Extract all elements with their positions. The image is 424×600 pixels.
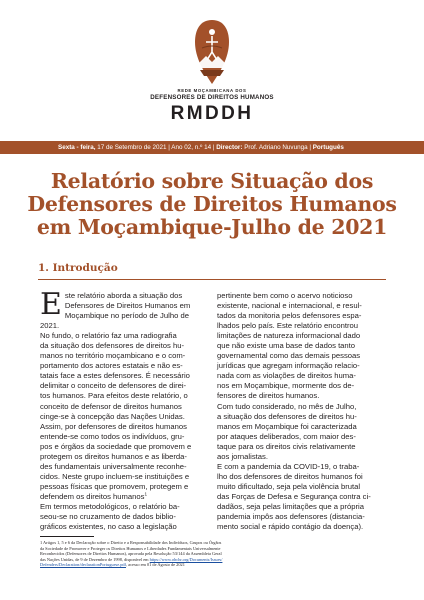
body-line: por ataques deliberados, com maior des- — [217, 431, 356, 441]
org-name-line1: REDE MOÇAMBICANA DOS — [177, 88, 247, 93]
text-column-right — [217, 291, 381, 532]
body-line: da situação dos defensores de direitos hu- — [40, 341, 184, 351]
body-line: conceito de defensor de direitos humanos — [40, 401, 182, 411]
body-line: 2021. — [40, 321, 60, 331]
footnote-line: 1 Artigos 1, 5 e 6 da Declaração sobre o Direito e a Responsabilidade dos Indivíduos, Grupos ou Órgãos — [40, 540, 222, 545]
director-name: Prof. Adriano Nuvunga | — [242, 144, 313, 151]
director-label: Director: — [216, 144, 243, 151]
footnote — [40, 540, 390, 568]
issue-date: 17 de Setembro de 2021 | Ano 02, n.º 14 | — [95, 144, 217, 151]
body-line: des fundamentais universalmente reconhe- — [40, 461, 187, 471]
footnote-reference[interactable]: 1 — [144, 491, 148, 497]
language-label: Português — [312, 144, 344, 151]
body-line: No fundo, o relatório faz uma radiografia — [40, 331, 177, 341]
report-title — [0, 170, 424, 239]
body-line: defendem os direitos humanos — [40, 491, 145, 501]
title-line: Relatório sobre Situação dos — [50, 169, 374, 193]
rmddh-logo-icon — [192, 18, 232, 86]
body-line: seou-se no cruzamento de dados biblio- — [40, 512, 176, 522]
body-line: existente, nacional e internacional, e resul- — [217, 301, 362, 311]
body-line: manos em Moçambique foi caracterizada — [217, 421, 357, 431]
body-line: entende-se como todos os indivíduos, gru- — [40, 431, 185, 441]
body-line: lho dos defensores de direitos humanos foi — [217, 471, 363, 481]
body-line: portamento dos actores estatais e não es- — [40, 361, 183, 371]
footnote-link[interactable]: Defenders/Declaration/declarationPortuguese.pdf — [40, 562, 126, 568]
footnote-link[interactable]: https://www.ohchr.org/Documents/Issues/ — [149, 556, 223, 562]
body-line: Com tudo considerado, no mês de Julho, — [217, 401, 357, 411]
body-line: pos e órgãos da sociedade que promovem e — [40, 441, 192, 451]
footnote-line: , acesso em 01 de Agosto de 2021 — [126, 562, 185, 568]
org-acronym: RMDDH — [170, 103, 254, 124]
body-line: muito dificultado, seja pela violência brutal — [217, 481, 361, 491]
footnote-line: das Nações Unidas, de 9 de Dezembro de 1998, disponível em — [40, 556, 150, 562]
body-line: delimitar o conceito de defensores de direi- — [40, 381, 187, 391]
body-line: limitações de natureza informacional dado — [217, 331, 361, 341]
body-line: Assim, por defensores de direitos humanos — [40, 421, 187, 431]
body-line: taque para os direitos civis relativamente — [217, 441, 356, 451]
issue-info-bar — [0, 141, 424, 154]
body-line: Defensores de Direitos Humanos em — [64, 301, 191, 311]
text-column-left — [40, 287, 204, 532]
body-line: que não existe uma base de dados tanto — [217, 341, 356, 351]
body-line: nos em Moçambique, mormente dos de- — [217, 381, 355, 391]
body-line: pandemia impôs aos defensores (distancia- — [217, 512, 365, 522]
body-line: nada com as violações de direitos huma- — [217, 371, 356, 381]
body-line: Em termos metodológicos, o relatório ba- — [40, 501, 180, 511]
body-line: manos no território moçambicano e o com- — [40, 351, 186, 361]
body-line: fensores de direitos humanos. — [217, 391, 320, 401]
body-line: Moçambique no período de Julho de — [64, 311, 189, 321]
body-line: jurídicas que agregam informação relacio- — [217, 361, 360, 371]
title-line: em Moçambique-Julho de 2021 — [36, 215, 388, 239]
body-line: tos humanos. Para efeitos deste relatório, o — [40, 391, 188, 401]
body-line: protegem os direitos humanos e as liberda- — [40, 451, 187, 461]
body-line: aos jornalistas. — [217, 451, 268, 461]
body-line: lhados pelo país. Este relatório encontrou — [217, 321, 359, 331]
body-line: gráficos existentes, no caso a legislação — [40, 522, 177, 532]
footnote-divider — [40, 536, 94, 537]
body-line: das Forças de Defesa e Segurança contra ci- — [217, 491, 371, 501]
section-heading: 1. Introdução — [38, 262, 118, 274]
section-divider — [38, 279, 386, 280]
drop-cap: E — [40, 287, 62, 322]
body-line: ste relatório aborda a situação dos — [64, 291, 183, 300]
body-line: cidos. Neste grupo incluem-se instituições e — [40, 471, 190, 481]
body-line: mento social e rápido contágio da doença). — [217, 522, 364, 532]
body-line: cinge-se à concepção das Nações Unidas. — [40, 411, 185, 421]
date-label: Sexta - feira, — [58, 144, 96, 151]
title-line: Defensores de Direitos Humanos — [27, 192, 397, 216]
org-name-line2: DEFENSORES DE DIREITOS HUMANOS — [150, 94, 274, 101]
body-line: dadãos, seja pelas limitações que a própria — [217, 501, 364, 511]
body-line: pertinente bem como o acervo noticioso — [217, 291, 353, 300]
footnote-line: Reconhecidos (Defensores de Direitos Humanos), aprovada pela Resolução 53/144 da Assembleia Geral — [40, 551, 222, 557]
body-line: pessoas físicas que promovem, protegem e — [40, 481, 189, 491]
body-line: a situação dos defensores de direitos hu- — [217, 411, 357, 421]
body-line: E com a pandemia da COVID-19, o traba- — [217, 461, 360, 471]
body-line: governamental como das demais pessoas — [217, 351, 361, 361]
footnote-line: da Sociedade de Promover e Proteger os Direitos Humanos e Liberdades Fundamentais Universalmente — [40, 545, 221, 551]
body-line: tados da monitoria pelos defensores espa- — [217, 311, 362, 321]
body-line: tatais face a estes defensores. É necessário — [40, 371, 190, 381]
